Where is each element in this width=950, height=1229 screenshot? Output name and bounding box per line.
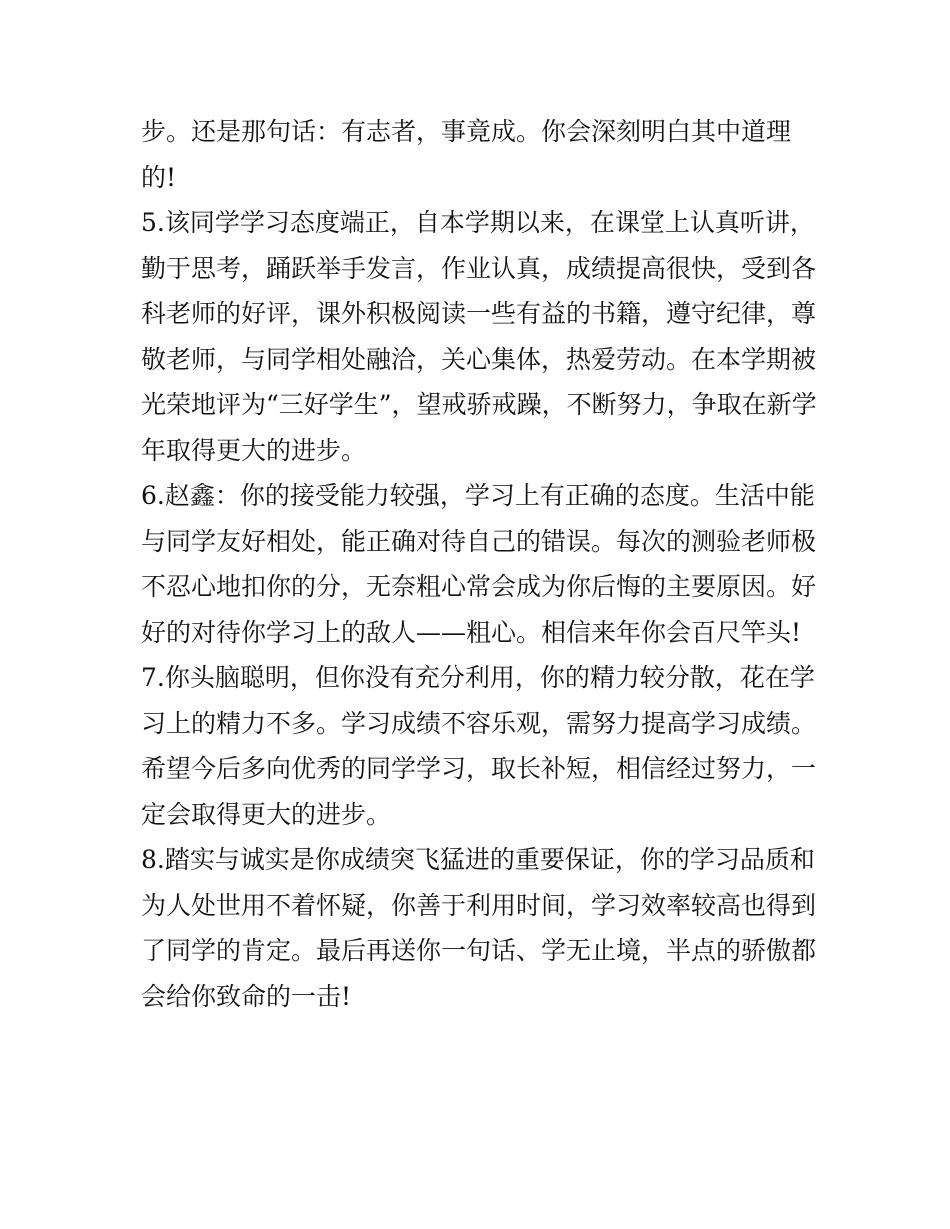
text-line: 习上的精力不多。学习成绩不容乐观，需努力提高学习成绩。 xyxy=(141,708,817,738)
text-line: 定会取得更大的进步。 xyxy=(141,799,392,829)
text-line: 敬老师，与同学相处融洽，关心集体，热爱劳动。在本学期被 xyxy=(141,344,817,374)
document-body xyxy=(141,109,816,1019)
text-line: 不忍心地扣你的分，无奈粗心常会成为你后悔的主要原因。好 xyxy=(141,572,817,601)
text-line: 光荣地评为“三好学生”，望戒骄戒躁，不断努力，争取在新学 xyxy=(141,390,817,419)
text-line: 年取得更大的进步。 xyxy=(141,435,367,465)
text-line: 好的对待你学习上的敌人——粗心。相信来年你会百尺竿头! xyxy=(141,617,802,647)
text-line: 希望今后多向优秀的同学学习，取长补短，相信经过努力，一 xyxy=(141,754,817,783)
text-line: 步。还是那句话：有志者，事竟成。你会深刻明白其中道理 xyxy=(141,117,792,146)
text-line: 会给你致命的一击! xyxy=(141,981,352,1011)
text-line: 6.赵鑫：你的接受能力较强，学习上有正确的态度。生活中能 xyxy=(141,481,815,510)
text-line: 7.你头脑聪明，但你没有充分利用，你的精力较分散，花在学 xyxy=(141,663,815,692)
text-line: 8.踏实与诚实是你成绩突飞猛进的重要保证，你的学习品质和 xyxy=(141,845,815,874)
text-line: 为人处世用不着怀疑，你善于利用时间，学习效率较高也得到 xyxy=(141,890,817,920)
text-line: 的! xyxy=(141,162,177,192)
text-line: 了同学的肯定。最后再送你一句话、学无止境，半点的骄傲都 xyxy=(141,936,817,965)
text-line: 5.该同学学习态度端正，自本学期以来，在课堂上认真听讲， xyxy=(141,208,815,237)
text-line: 与同学友好相处，能正确对待自己的错误。每次的测验老师极 xyxy=(141,526,817,556)
text-line: 勤于思考，踊跃举手发言，作业认真，成绩提高很快，受到各 xyxy=(141,253,817,283)
text-line: 科老师的好评，课外积极阅读一些有益的书籍，遵守纪律，尊 xyxy=(141,299,817,328)
